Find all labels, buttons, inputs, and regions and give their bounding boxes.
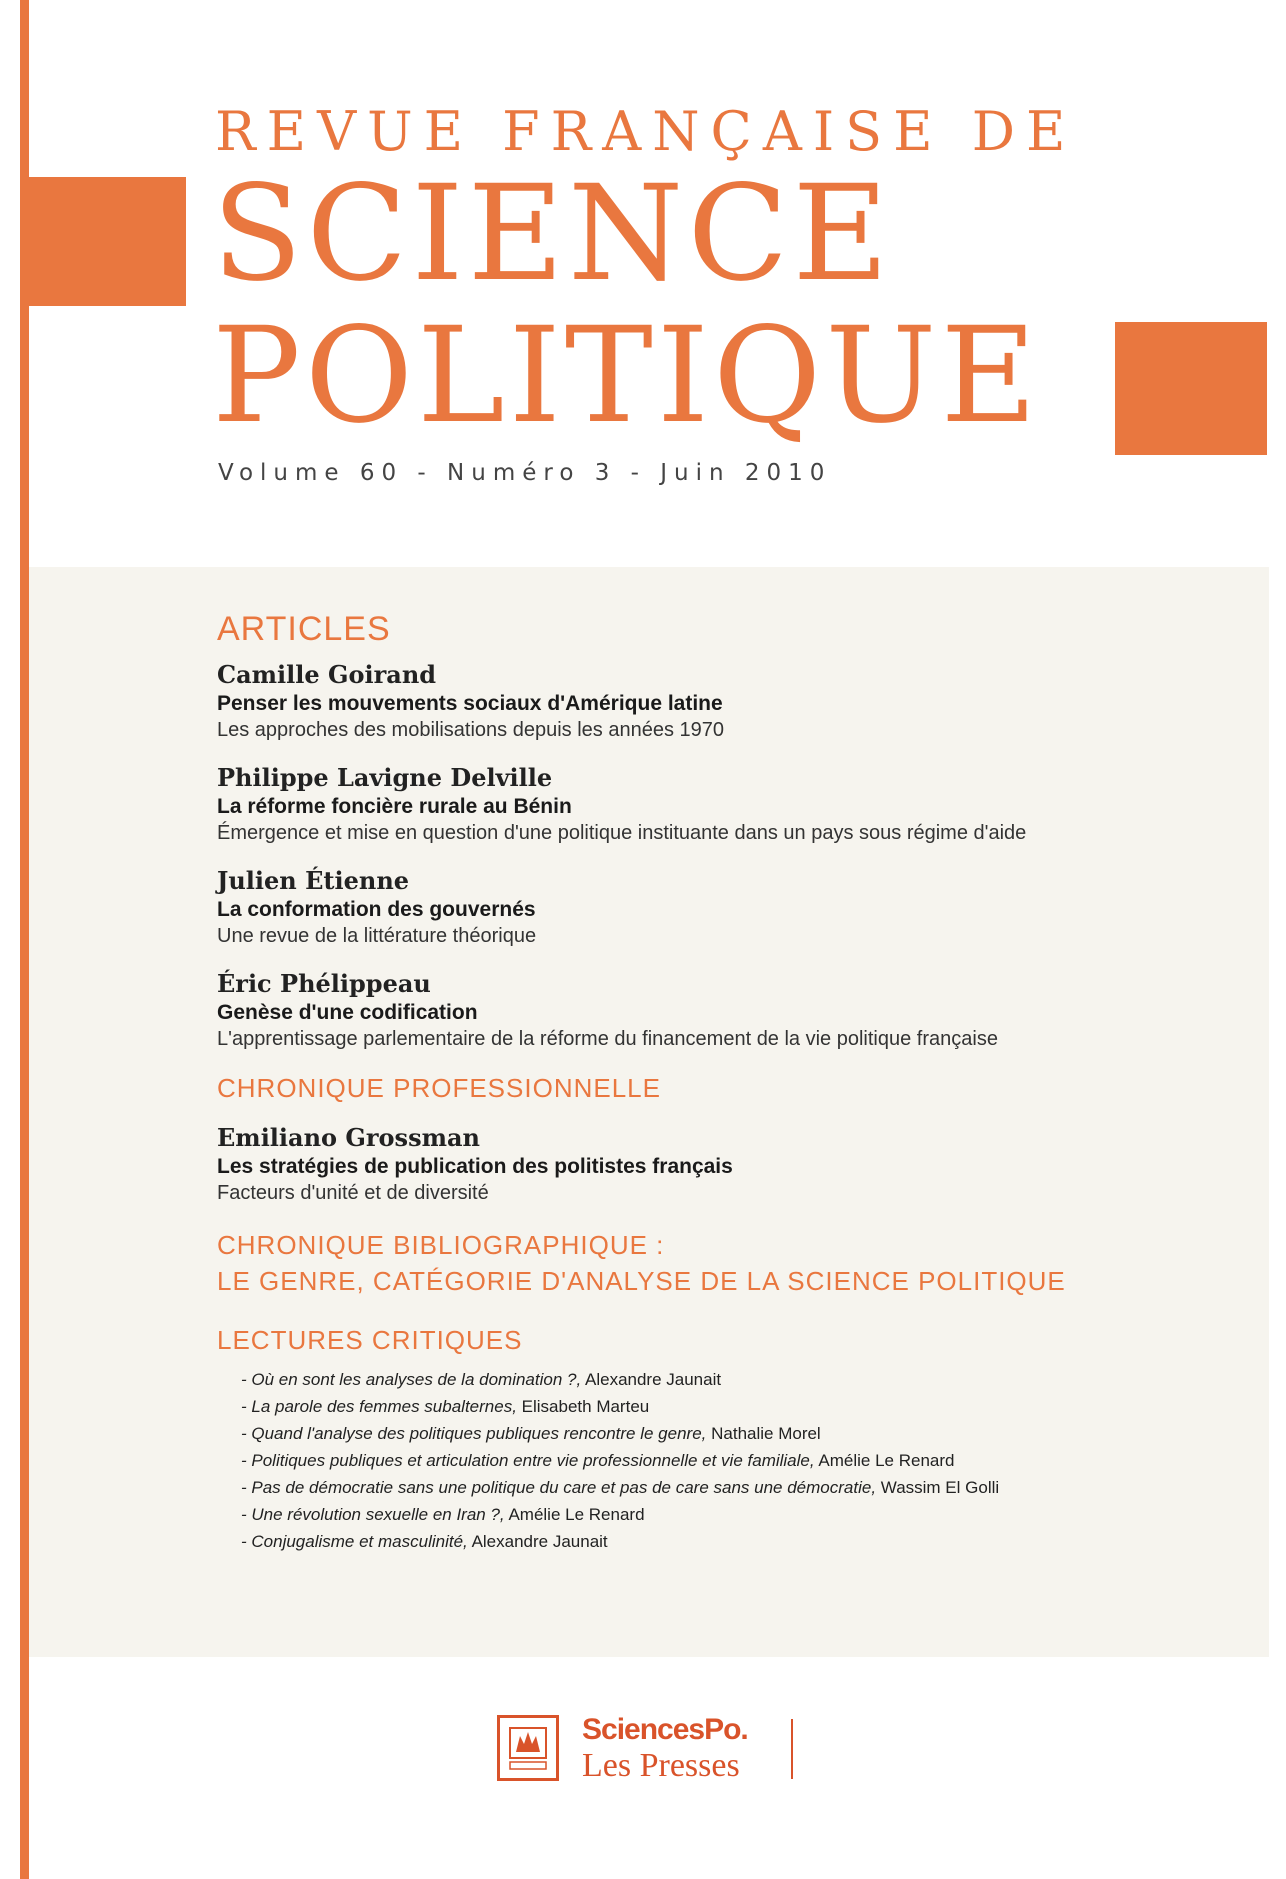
review-work: - Une révolution sexuelle en Iran ?, bbox=[241, 1505, 505, 1524]
logo-divider bbox=[791, 1719, 793, 1779]
journal-title-line2: SCIENCE bbox=[212, 157, 893, 311]
article-subtitle: Facteurs d'unité et de diversité bbox=[217, 1182, 489, 1204]
article-entry bbox=[217, 865, 1217, 950]
review-work: - Politiques publiques et articulation entre vie professionnelle et vie familiale, bbox=[241, 1451, 815, 1470]
article-title: Penser les mouvements sociaux d'Amérique latine bbox=[217, 692, 723, 715]
review-reviewer: Amélie Le Renard bbox=[818, 1451, 955, 1470]
section-chronique-biblio-heading bbox=[217, 1227, 1217, 1299]
journal-title-line3: POLITIQUE bbox=[212, 299, 1041, 453]
review-work: - Pas de démocratie sans une politique du care et pas de care sans une démocratie, bbox=[241, 1478, 877, 1497]
review-item bbox=[241, 1528, 1217, 1555]
article-author: Éric Phélippeau bbox=[217, 969, 431, 998]
review-item bbox=[241, 1420, 1217, 1447]
review-item bbox=[241, 1474, 1217, 1501]
article-author: Emiliano Grossman bbox=[217, 1123, 480, 1152]
review-item bbox=[241, 1393, 1217, 1420]
table-of-contents bbox=[217, 610, 1217, 1555]
article-author: Camille Goirand bbox=[217, 660, 437, 689]
article-title: Les stratégies de publication des politistes français bbox=[217, 1155, 733, 1178]
section-articles-heading: ARTICLES bbox=[217, 610, 391, 648]
review-reviewer: Wassim El Golli bbox=[880, 1478, 1000, 1497]
review-item bbox=[241, 1501, 1217, 1528]
issue-info: Volume 60 - Numéro 3 - Juin 2010 bbox=[218, 460, 832, 486]
review-reviewer: Amélie Le Renard bbox=[508, 1505, 645, 1524]
review-work: - Quand l'analyse des politiques publiques rencontre le genre, bbox=[241, 1424, 707, 1443]
journal-title-line1: REVUE FRANÇAISE DE bbox=[215, 100, 1077, 163]
article-author: Julien Étienne bbox=[217, 866, 410, 895]
review-reviewer: Alexandre Jaunait bbox=[471, 1532, 608, 1551]
chronique-biblio-title: CHRONIQUE BIBLIOGRAPHIQUE : bbox=[217, 1230, 665, 1260]
publisher-logo bbox=[497, 1715, 797, 1785]
left-accent-square bbox=[29, 177, 186, 306]
review-reviewer: Elisabeth Marteu bbox=[521, 1397, 650, 1416]
review-reviewer: Nathalie Morel bbox=[711, 1424, 821, 1443]
article-entry bbox=[217, 762, 1217, 847]
chronique-biblio-subtitle: LE GENRE, CATÉGORIE D'ANALYSE DE LA SCIENCE POLITIQUE bbox=[217, 1266, 1066, 1296]
left-accent-bar bbox=[20, 0, 29, 1879]
article-subtitle: Les approches des mobilisations depuis les années 1970 bbox=[217, 719, 725, 741]
section-lectures-heading: LECTURES CRITIQUES bbox=[217, 1325, 523, 1355]
review-item bbox=[241, 1447, 1217, 1474]
review-item bbox=[241, 1366, 1217, 1393]
review-work: - La parole des femmes subalternes, bbox=[241, 1397, 517, 1416]
review-work: - Conjugalisme et masculinité, bbox=[241, 1532, 468, 1551]
article-title: La conformation des gouvernés bbox=[217, 898, 536, 921]
publisher-name: SciencesPo. bbox=[582, 1713, 748, 1746]
sciencespo-seal-icon bbox=[497, 1715, 559, 1781]
article-title: La réforme foncière rurale au Bénin bbox=[217, 795, 572, 818]
chronique-pro-entry bbox=[217, 1122, 1217, 1207]
article-title: Genèse d'une codification bbox=[217, 1001, 478, 1024]
publisher-subname: Les Presses bbox=[582, 1747, 740, 1784]
article-entry bbox=[217, 968, 1217, 1053]
reviews-list bbox=[217, 1366, 1217, 1555]
article-subtitle: Émergence et mise en question d'une politique instituante dans un pays sous régime d'aide bbox=[217, 822, 1027, 844]
article-entry bbox=[217, 659, 1217, 744]
review-reviewer: Alexandre Jaunait bbox=[585, 1370, 722, 1389]
right-accent-square bbox=[1115, 322, 1267, 455]
article-subtitle: Une revue de la littérature théorique bbox=[217, 925, 537, 947]
review-work: - Où en sont les analyses de la domination ?, bbox=[241, 1370, 582, 1389]
article-author: Philippe Lavigne Delville bbox=[217, 763, 553, 792]
section-chronique-pro-heading: CHRONIQUE PROFESSIONNELLE bbox=[217, 1073, 661, 1103]
article-subtitle: L'apprentissage parlementaire de la réforme du financement de la vie politique française bbox=[217, 1028, 998, 1050]
